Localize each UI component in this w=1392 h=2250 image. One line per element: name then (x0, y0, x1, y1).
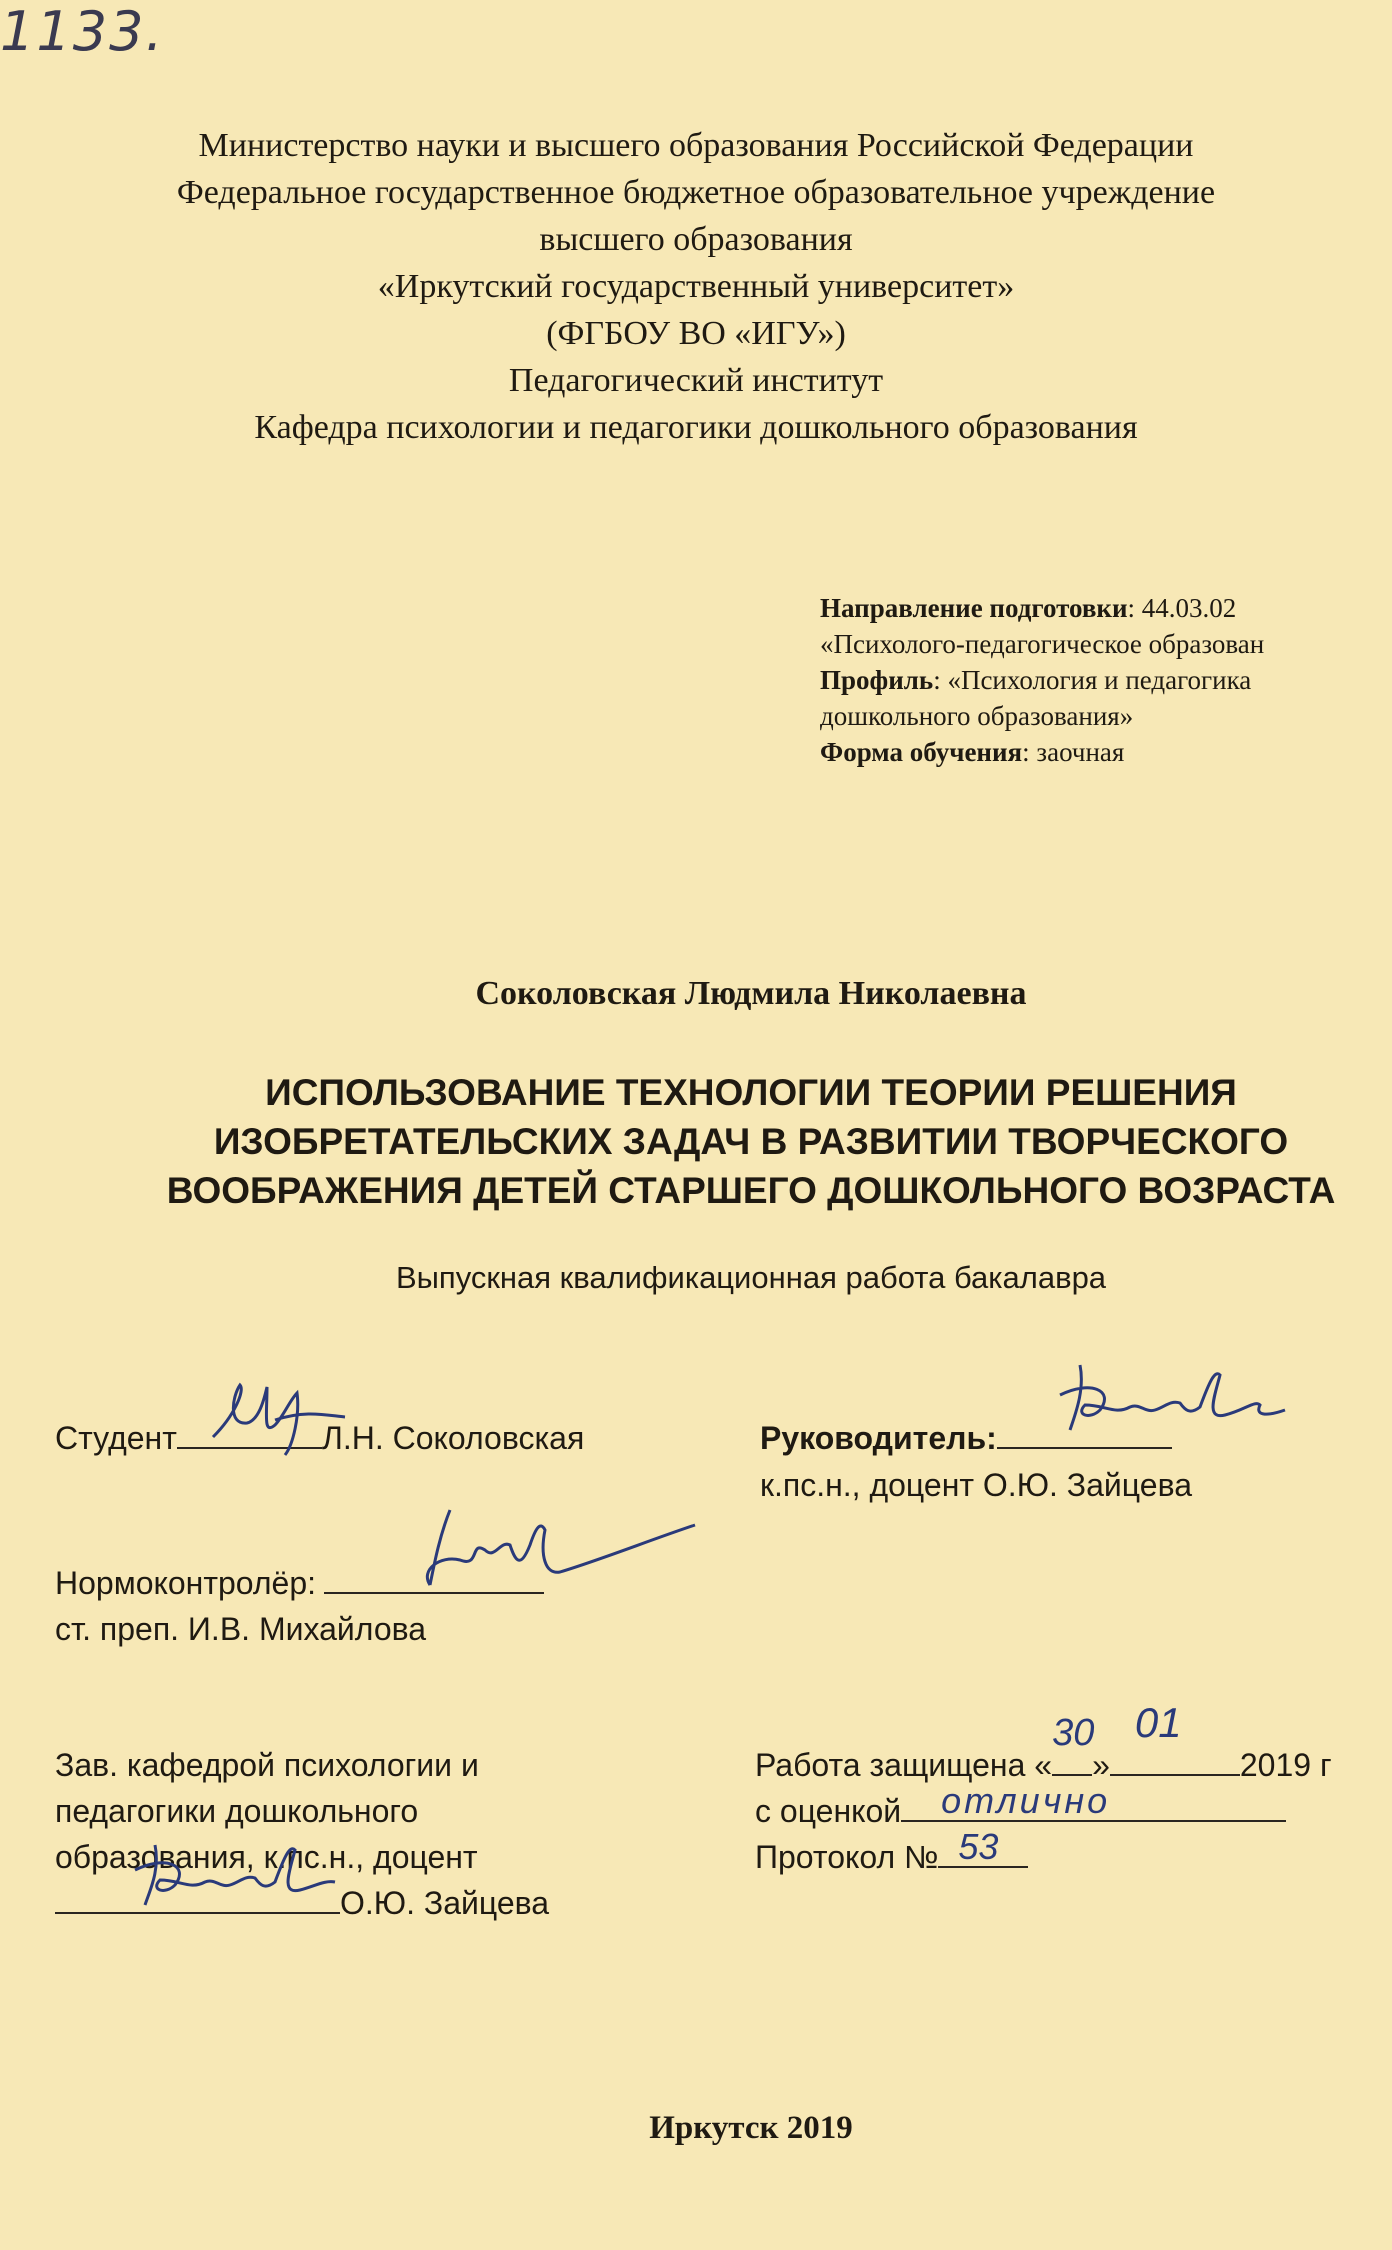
thesis-title (55, 1068, 1392, 1215)
title-line-2: ИЗОБРЕТАТЕЛЬСКИХ ЗАДАЧ В РАЗВИТИИ ТВОРЧЕСКОГО (213, 1121, 1289, 1162)
protocol-number: 53 (958, 1826, 999, 1867)
student-label: Студент (55, 1420, 177, 1456)
quote-close: » (1092, 1747, 1110, 1783)
institution-type-line: Федеральное государственное бюджетное образовательное учреждение (176, 174, 1216, 211)
author-name: Соколовская Людмила Николаевна (475, 975, 1027, 1012)
form-value: : заочная (1022, 737, 1125, 767)
university-name-line: «Иркутский государственный университет» (377, 268, 1015, 305)
month-field (1110, 1699, 1240, 1776)
direction-row (820, 590, 1264, 626)
ministry-line: Министерство науки и высшего образования Российской Федерации (198, 127, 1194, 164)
defense-month: 01 (1134, 1699, 1182, 1746)
protocol-field (938, 1826, 1028, 1868)
head-name: О.Ю. Зайцева (340, 1885, 550, 1921)
profile-row (820, 662, 1264, 698)
institution-header (0, 122, 1392, 451)
head-line-1: Зав. кафедрой психологии и (55, 1747, 479, 1783)
student-signature-icon (205, 1375, 355, 1465)
city-year: Иркутск 2019 (649, 2110, 853, 2146)
profile-label: Профиль (820, 665, 934, 695)
work-type: Выпускная квалификационная работа бакалавра (395, 1260, 1107, 1295)
form-row (820, 734, 1264, 770)
protected-label: Работа защищена « (755, 1747, 1053, 1783)
grade-label: с оценкой (755, 1793, 902, 1829)
institute-line: Педагогический институт (508, 362, 884, 399)
normcontrol-label: Нормоконтролёр: (55, 1565, 317, 1601)
protocol-row (755, 1826, 1332, 1880)
corner-handwritten-number: 1133. (0, 0, 165, 63)
defense-day: 30 (1052, 1712, 1095, 1754)
day-field (1052, 1712, 1095, 1776)
title-line-1: ИСПОЛЬЗОВАНИЕ ТЕХНОЛОГИИ ТЕОРИИ РЕШЕНИЯ (265, 1072, 1237, 1113)
supervisor-signature-icon (1055, 1355, 1295, 1445)
defense-block (755, 1699, 1332, 1880)
direction-name: «Психолого-педагогическое образован (820, 629, 1265, 659)
direction-value: : 44.03.02 (1127, 593, 1237, 623)
form-label: Форма обучения (820, 737, 1023, 767)
normcontrol-signature-icon (400, 1500, 700, 1600)
supervisor-label: Руководитель: (760, 1420, 997, 1456)
title-line-3: ВООБРАЖЕНИЯ ДЕТЕЙ СТАРШЕГО ДОШКОЛЬНОГО ВОЗРАСТА (166, 1170, 1336, 1211)
head-line-2: педагогики дошкольного (55, 1793, 419, 1829)
profile-value: : «Психология и педагогика (933, 665, 1252, 695)
education-level-line: высшего образования (539, 221, 853, 258)
defense-year: 2019 г (1239, 1747, 1332, 1783)
grade-value: отлично (941, 1780, 1111, 1821)
grade-field (901, 1780, 1286, 1822)
grade-row (755, 1780, 1332, 1834)
normcontrol-name: ст. преп. И.В. Михайлова (55, 1611, 427, 1647)
university-abbr-line: (ФГБОУ ВО «ИГУ») (546, 315, 846, 352)
department-line: Кафедра психологии и педагогики дошкольного образования (254, 409, 1138, 446)
head-line-3: образования, к.пс.н., доцент (55, 1839, 478, 1875)
direction-label: Направление подготовки (820, 593, 1128, 623)
student-name: Л.Н. Соколовская (321, 1420, 585, 1456)
protocol-label: Протокол № (755, 1839, 939, 1875)
supervisor-name: к.пс.н., доцент О.Ю. Зайцева (760, 1467, 1192, 1503)
program-info (820, 590, 1264, 770)
profile-value-continued: дошкольного образования» (820, 701, 1134, 731)
head-signature-icon (130, 1830, 340, 1915)
